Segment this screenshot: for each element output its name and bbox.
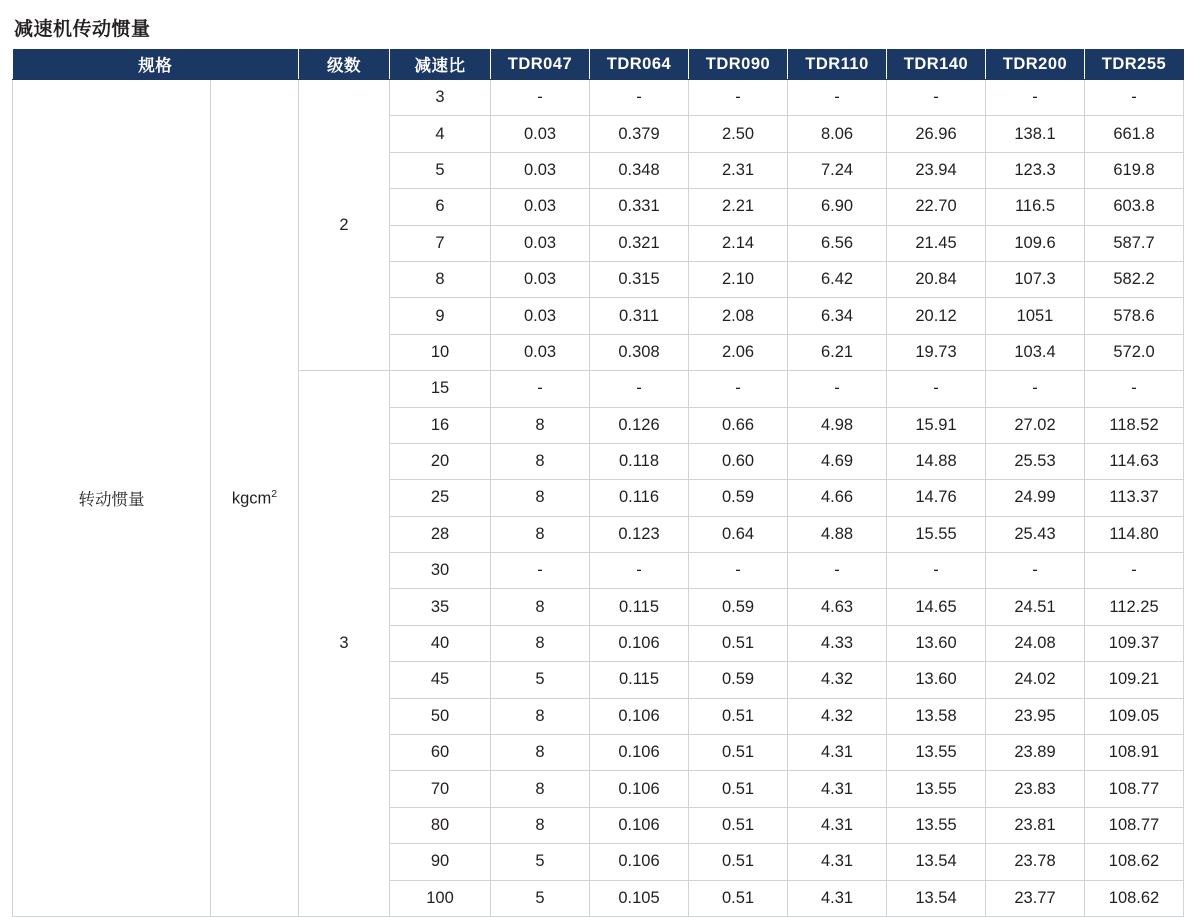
value-cell: 20.12 (887, 298, 986, 334)
value-cell: 0.118 (590, 443, 689, 479)
header-tdr200: TDR200 (986, 49, 1085, 80)
value-cell: 8 (491, 589, 590, 625)
ratio-cell: 20 (390, 443, 491, 479)
value-cell: 114.63 (1085, 443, 1184, 479)
value-cell: 0.03 (491, 334, 590, 370)
value-cell: 23.77 (986, 880, 1085, 916)
value-cell: 25.53 (986, 443, 1085, 479)
value-cell: 108.77 (1085, 807, 1184, 843)
value-cell: - (887, 371, 986, 407)
spec-label-cell: 转动惯量 (13, 80, 211, 917)
value-cell: 0.115 (590, 662, 689, 698)
value-cell: 6.90 (788, 189, 887, 225)
value-cell: 8 (491, 807, 590, 843)
ratio-cell: 3 (390, 80, 491, 116)
value-cell: 0.379 (590, 116, 689, 152)
header-tdr064: TDR064 (590, 49, 689, 80)
value-cell: 24.08 (986, 625, 1085, 661)
value-cell: 23.89 (986, 735, 1085, 771)
value-cell: 4.32 (788, 662, 887, 698)
value-cell: 6.21 (788, 334, 887, 370)
value-cell: 4.31 (788, 880, 887, 916)
value-cell: 2.06 (689, 334, 788, 370)
ratio-cell: 8 (390, 261, 491, 297)
value-cell: 2.21 (689, 189, 788, 225)
header-tdr255: TDR255 (1085, 49, 1184, 80)
value-cell: 23.95 (986, 698, 1085, 734)
value-cell: 4.31 (788, 807, 887, 843)
value-cell: 107.3 (986, 261, 1085, 297)
value-cell: 0.59 (689, 662, 788, 698)
value-cell: - (1085, 553, 1184, 589)
value-cell: 4.69 (788, 443, 887, 479)
value-cell: 4.33 (788, 625, 887, 661)
value-cell: 19.73 (887, 334, 986, 370)
value-cell: 0.03 (491, 261, 590, 297)
value-cell: 8 (491, 625, 590, 661)
value-cell: 0.315 (590, 261, 689, 297)
value-cell: 578.6 (1085, 298, 1184, 334)
value-cell: 0.03 (491, 152, 590, 188)
ratio-cell: 9 (390, 298, 491, 334)
value-cell: 0.106 (590, 771, 689, 807)
value-cell: 0.03 (491, 298, 590, 334)
ratio-cell: 7 (390, 225, 491, 261)
ratio-cell: 45 (390, 662, 491, 698)
value-cell: 5 (491, 662, 590, 698)
value-cell: 123.3 (986, 152, 1085, 188)
ratio-cell: 15 (390, 371, 491, 407)
value-cell: 8 (491, 480, 590, 516)
table-header (13, 49, 1184, 80)
value-cell: 0.51 (689, 735, 788, 771)
value-cell: 25.43 (986, 516, 1085, 552)
value-cell: 13.60 (887, 662, 986, 698)
value-cell: - (986, 371, 1085, 407)
value-cell: 13.54 (887, 844, 986, 880)
value-cell: - (1085, 371, 1184, 407)
page-title: 减速机传动惯量 (14, 19, 151, 40)
header-tdr140: TDR140 (887, 49, 986, 80)
value-cell: - (887, 553, 986, 589)
value-cell: 5 (491, 880, 590, 916)
value-cell: 24.99 (986, 480, 1085, 516)
value-cell: 0.59 (689, 589, 788, 625)
value-cell: - (986, 80, 1085, 116)
header-stage: 级数 (299, 49, 390, 80)
value-cell: 114.80 (1085, 516, 1184, 552)
value-cell: - (590, 553, 689, 589)
value-cell: 118.52 (1085, 407, 1184, 443)
value-cell: 5 (491, 844, 590, 880)
value-cell: - (1085, 80, 1184, 116)
value-cell: 113.37 (1085, 480, 1184, 516)
gearbox-inertia-table (12, 49, 1184, 917)
value-cell: 619.8 (1085, 152, 1184, 188)
value-cell: 0.51 (689, 625, 788, 661)
value-cell: 582.2 (1085, 261, 1184, 297)
value-cell: 0.106 (590, 844, 689, 880)
value-cell: 0.03 (491, 116, 590, 152)
ratio-cell: 25 (390, 480, 491, 516)
ratio-cell: 80 (390, 807, 491, 843)
value-cell: 0.348 (590, 152, 689, 188)
value-cell: 2.50 (689, 116, 788, 152)
ratio-cell: 28 (390, 516, 491, 552)
table-row (13, 80, 1184, 116)
value-cell: 8 (491, 407, 590, 443)
value-cell: 20.84 (887, 261, 986, 297)
value-cell: 4.98 (788, 407, 887, 443)
value-cell: 0.116 (590, 480, 689, 516)
value-cell: 2.10 (689, 261, 788, 297)
table-header-row (13, 49, 1184, 80)
ratio-cell: 10 (390, 334, 491, 370)
value-cell: 27.02 (986, 407, 1085, 443)
value-cell: - (788, 371, 887, 407)
value-cell: 109.21 (1085, 662, 1184, 698)
value-cell: 8 (491, 698, 590, 734)
value-cell: 0.106 (590, 807, 689, 843)
value-cell: 14.88 (887, 443, 986, 479)
ratio-cell: 35 (390, 589, 491, 625)
value-cell: 4.32 (788, 698, 887, 734)
value-cell: 24.51 (986, 589, 1085, 625)
table-body (13, 80, 1184, 917)
value-cell: 0.126 (590, 407, 689, 443)
ratio-cell: 50 (390, 698, 491, 734)
value-cell: - (986, 553, 1085, 589)
value-cell: 26.96 (887, 116, 986, 152)
value-cell: 23.83 (986, 771, 1085, 807)
value-cell: 2.08 (689, 298, 788, 334)
value-cell: 108.62 (1085, 880, 1184, 916)
value-cell: 21.45 (887, 225, 986, 261)
value-cell: 0.51 (689, 698, 788, 734)
value-cell: 0.321 (590, 225, 689, 261)
ratio-cell: 6 (390, 189, 491, 225)
value-cell: 13.55 (887, 735, 986, 771)
ratio-cell: 90 (390, 844, 491, 880)
value-cell: 0.64 (689, 516, 788, 552)
value-cell: 108.62 (1085, 844, 1184, 880)
value-cell: - (590, 80, 689, 116)
value-cell: - (887, 80, 986, 116)
value-cell: 4.66 (788, 480, 887, 516)
value-cell: 0.60 (689, 443, 788, 479)
value-cell: 109.05 (1085, 698, 1184, 734)
header-tdr047: TDR047 (491, 49, 590, 80)
value-cell: 8 (491, 735, 590, 771)
value-cell: 1051 (986, 298, 1085, 334)
value-cell: 0.311 (590, 298, 689, 334)
value-cell: 109.37 (1085, 625, 1184, 661)
ratio-cell: 4 (390, 116, 491, 152)
value-cell: 4.88 (788, 516, 887, 552)
ratio-cell: 100 (390, 880, 491, 916)
value-cell: 572.0 (1085, 334, 1184, 370)
value-cell: 8 (491, 443, 590, 479)
stage-cell: 3 (299, 371, 390, 917)
value-cell: 8.06 (788, 116, 887, 152)
value-cell: - (491, 553, 590, 589)
value-cell: 6.34 (788, 298, 887, 334)
value-cell: 4.63 (788, 589, 887, 625)
value-cell: 0.106 (590, 735, 689, 771)
value-cell: 116.5 (986, 189, 1085, 225)
value-cell: 8 (491, 516, 590, 552)
value-cell: 0.03 (491, 225, 590, 261)
value-cell: 14.65 (887, 589, 986, 625)
ratio-cell: 30 (390, 553, 491, 589)
value-cell: 15.55 (887, 516, 986, 552)
value-cell: 15.91 (887, 407, 986, 443)
value-cell: 0.51 (689, 844, 788, 880)
value-cell: 4.31 (788, 771, 887, 807)
value-cell: 138.1 (986, 116, 1085, 152)
value-cell: 23.78 (986, 844, 1085, 880)
value-cell: 6.42 (788, 261, 887, 297)
ratio-cell: 60 (390, 735, 491, 771)
value-cell: 603.8 (1085, 189, 1184, 225)
value-cell: 0.66 (689, 407, 788, 443)
ratio-cell: 40 (390, 625, 491, 661)
value-cell: 23.81 (986, 807, 1085, 843)
value-cell: - (788, 553, 887, 589)
ratio-cell: 70 (390, 771, 491, 807)
value-cell: 0.51 (689, 771, 788, 807)
value-cell: 13.55 (887, 771, 986, 807)
value-cell: 661.8 (1085, 116, 1184, 152)
value-cell: 0.59 (689, 480, 788, 516)
value-cell: 0.331 (590, 189, 689, 225)
value-cell: 13.54 (887, 880, 986, 916)
value-cell: 0.106 (590, 698, 689, 734)
header-tdr090: TDR090 (689, 49, 788, 80)
value-cell: 0.105 (590, 880, 689, 916)
header-tdr110: TDR110 (788, 49, 887, 80)
value-cell: 2.31 (689, 152, 788, 188)
value-cell: 4.31 (788, 844, 887, 880)
value-cell: - (491, 80, 590, 116)
value-cell: - (689, 371, 788, 407)
header-spec: 规格 (13, 49, 299, 80)
value-cell: 14.76 (887, 480, 986, 516)
unit-label-cell: kgcm$^2$ (211, 80, 299, 917)
ratio-cell: 5 (390, 152, 491, 188)
value-cell: 108.91 (1085, 735, 1184, 771)
value-cell: 0.123 (590, 516, 689, 552)
value-cell: 0.106 (590, 625, 689, 661)
value-cell: - (689, 80, 788, 116)
value-cell: 8 (491, 771, 590, 807)
value-cell: 587.7 (1085, 225, 1184, 261)
value-cell: 112.25 (1085, 589, 1184, 625)
value-cell: 13.55 (887, 807, 986, 843)
value-cell: - (788, 80, 887, 116)
value-cell: 24.02 (986, 662, 1085, 698)
value-cell: 0.03 (491, 189, 590, 225)
value-cell: 6.56 (788, 225, 887, 261)
value-cell: 108.77 (1085, 771, 1184, 807)
value-cell: - (491, 371, 590, 407)
header-ratio: 减速比 (390, 49, 491, 80)
stage-cell: 2 (299, 80, 390, 371)
value-cell: 23.94 (887, 152, 986, 188)
value-cell: 109.6 (986, 225, 1085, 261)
ratio-cell: 16 (390, 407, 491, 443)
value-cell: - (689, 553, 788, 589)
value-cell: 4.31 (788, 735, 887, 771)
value-cell: 13.58 (887, 698, 986, 734)
value-cell: 0.308 (590, 334, 689, 370)
value-cell: 103.4 (986, 334, 1085, 370)
value-cell: 2.14 (689, 225, 788, 261)
value-cell: 13.60 (887, 625, 986, 661)
value-cell: 22.70 (887, 189, 986, 225)
value-cell: 0.51 (689, 807, 788, 843)
value-cell: - (590, 371, 689, 407)
value-cell: 0.115 (590, 589, 689, 625)
value-cell: 7.24 (788, 152, 887, 188)
value-cell: 0.51 (689, 880, 788, 916)
